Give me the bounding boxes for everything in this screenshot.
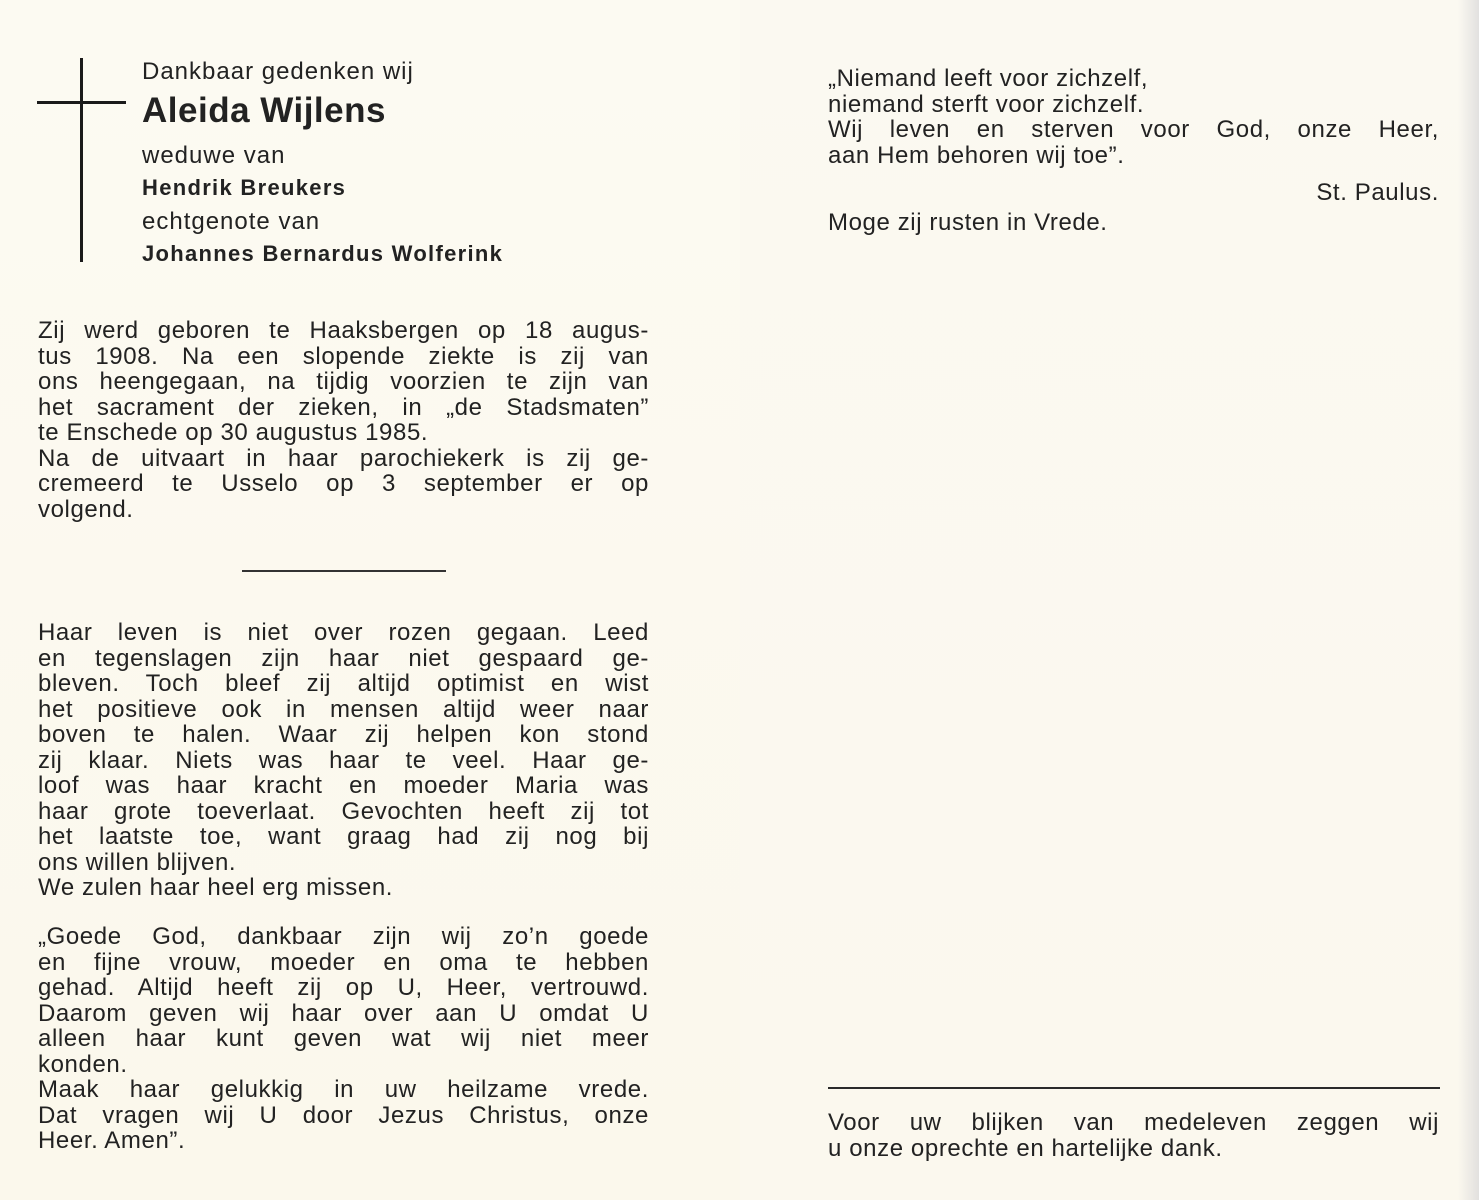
text-line: Na de uitvaart in haar parochiekerk is zij ge-: [38, 444, 649, 472]
thanks-divider: [828, 1087, 1440, 1089]
text-line: boven te halen. Waar zij helpen kon stond: [38, 721, 649, 748]
text-line: volgend.: [38, 495, 134, 523]
scripture-quote: [828, 66, 1439, 168]
text-line: gehad. Altijd heeft zij op U, Heer, vertrouwd.: [38, 974, 649, 1001]
text-line: niemand sterft voor zichzelf.: [828, 90, 1145, 118]
text-line: Voor uw blijken van medeleven zeggen wij: [828, 1109, 1439, 1136]
text-line: Heer. Amen”.: [38, 1127, 186, 1154]
tribute-paragraph: [38, 620, 649, 901]
husband-name: Johannes Bernardus Wolferink: [142, 241, 504, 266]
quote-attribution: St. Paulus.: [1316, 179, 1439, 206]
text-line: Zij werd geboren te Haaksbergen op 18 augus-: [38, 317, 649, 344]
text-line: „Goede God, dankbaar zijn wij zo’n goede: [38, 923, 649, 950]
text-line: Dat vragen wij U door Jezus Christus, onze: [38, 1101, 649, 1129]
text-line: en fijne vrouw, moeder en oma te hebben: [38, 948, 649, 976]
quote-attribution-block: [828, 180, 1439, 206]
text-line: Haar leven is niet over rozen gegaan. Leed: [38, 619, 649, 646]
text-line: haar grote toeverlaat. Gevochten heeft zij tot: [38, 797, 649, 825]
text-line: We zulen haar heel erg missen.: [38, 874, 394, 901]
text-line: „Niemand leeft voor zichzelf,: [828, 65, 1149, 92]
text-line: bleven. Toch bleef zij altijd optimist en wist: [38, 670, 649, 697]
deceased-name: Aleida Wijlens: [142, 91, 386, 130]
text-line: het positieve ook in mensen altijd weer naar: [38, 695, 649, 723]
wish-block: [828, 210, 1439, 236]
text-line: het laatste toe, want graag had zij nog bij: [38, 823, 649, 850]
text-line: het sacrament der zieken, in „de Stadsmaten”: [38, 393, 649, 421]
text-line: cremeerd te Usselo op 3 september er op: [38, 470, 649, 497]
text-line: zij klaar. Niets was haar te veel. Haar ge-: [38, 746, 649, 774]
relation-spouse-label: echtgenote van: [142, 208, 321, 235]
cross-icon-crossbar: [37, 101, 126, 104]
text-line: ons willen blijven.: [38, 848, 237, 876]
text-line: en tegenslagen zijn haar niet gespaard ge-: [38, 644, 649, 672]
relation-widow-label: weduwe van: [142, 142, 286, 169]
text-line: loof was haar kracht en moeder Maria was: [38, 772, 649, 799]
text-line: Wij leven en sterven voor God, onze Heer,: [828, 116, 1439, 143]
prayer-paragraph: [38, 924, 649, 1154]
text-line: tus 1908. Na een slopende ziekte is zij van: [38, 342, 649, 370]
biography-paragraph: [38, 318, 649, 522]
text-line: u onze oprechte en hartelijke dank.: [828, 1134, 1223, 1162]
text-line: Maak haar gelukkig in uw heilzame vrede.: [38, 1076, 649, 1103]
text-line: te Enschede op 30 augustus 1985.: [38, 419, 429, 446]
paper-edge-shadow: [1458, 0, 1479, 1200]
text-line: aan Hem behoren wij toe”.: [828, 141, 1125, 169]
section-divider: [242, 570, 446, 572]
first-husband-name: Hendrik Breukers: [142, 175, 347, 200]
memorial-header: [142, 56, 662, 272]
cross-icon: [80, 58, 83, 262]
text-line: alleen haar kunt geven wat wij niet meer: [38, 1025, 649, 1052]
thanks-paragraph: [828, 1110, 1439, 1161]
text-line: konden.: [38, 1050, 128, 1078]
text-line: Daarom geven wij haar over aan U omdat U: [38, 999, 649, 1027]
intro-text: Dankbaar gedenken wij: [142, 58, 414, 85]
rest-in-peace-wish: Moge zij rusten in Vrede.: [828, 209, 1108, 236]
text-line: ons heengegaan, na tijdig voorzien te zijn van: [38, 368, 649, 395]
